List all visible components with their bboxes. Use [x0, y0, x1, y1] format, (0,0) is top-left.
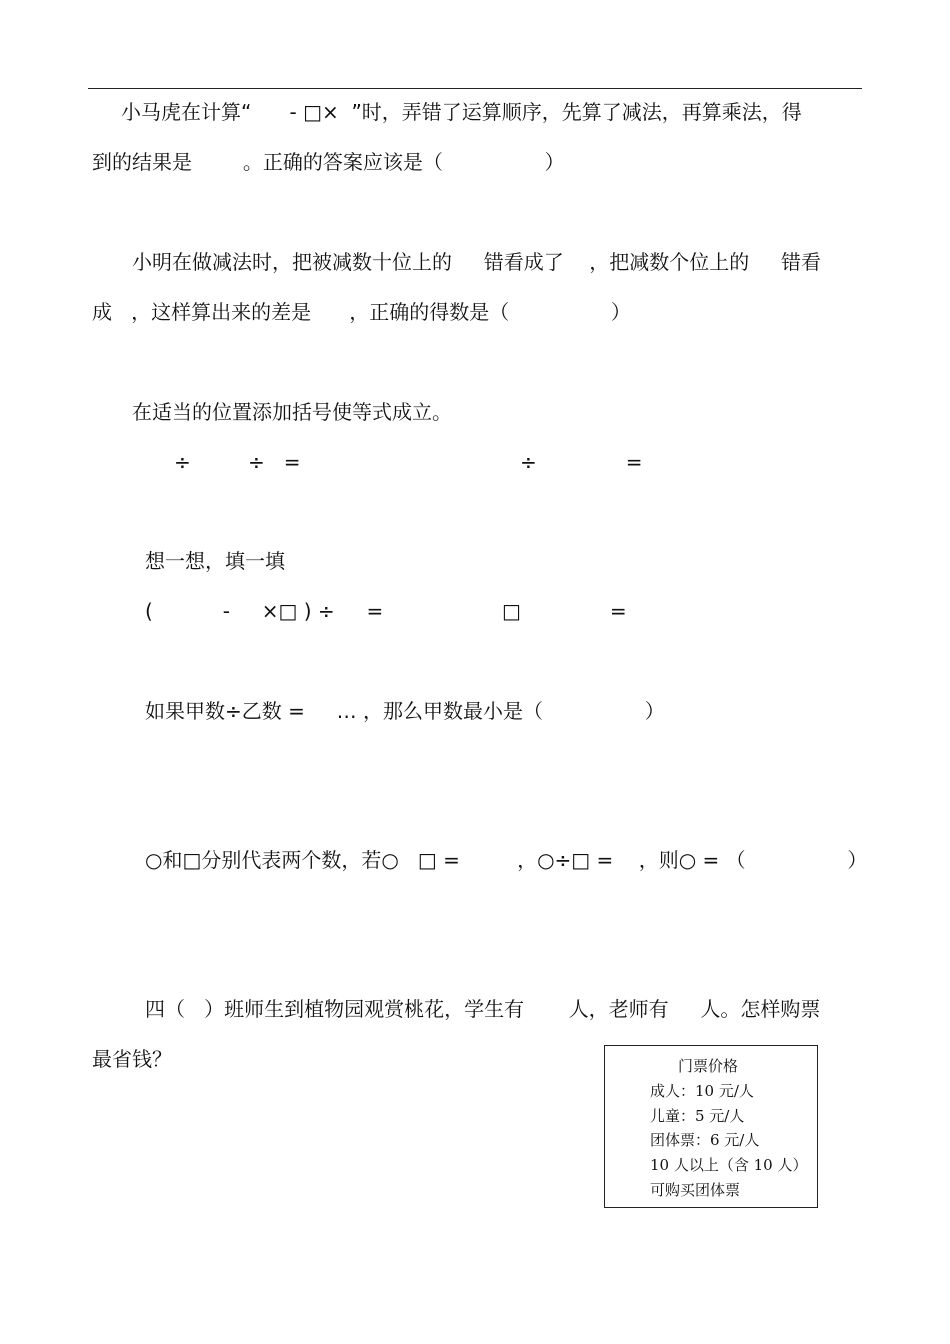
- q5-text: 如果甲数÷乙数 = … ，那么甲数最小是（ ）: [145, 699, 665, 723]
- q4-title: 想一想，填一填: [145, 549, 285, 573]
- q7-line2: 最省钱？: [92, 1047, 172, 1071]
- q3-equation-2: ÷ =: [520, 450, 643, 474]
- q6-text: ○和□分别代表两个数，若○ □ = ，○÷□ = ，则○ = （ ）: [145, 848, 868, 872]
- ticket-group-rule: 10 人以上（含 10 人）: [650, 1156, 808, 1174]
- ticket-group-rule-2: 可购买团体票: [650, 1181, 741, 1199]
- q2-line2: 成 ，这样算出来的差是 ，正确的得数是（ ）: [92, 300, 631, 324]
- q4-equation-1: ( - ×□ ) ÷ =: [145, 599, 384, 623]
- q2-line1: 小明在做减法时，把被减数十位上的 错看成了 ，把减数个位上的 错看: [132, 250, 822, 274]
- q7-line1: 四（ ）班师生到植物园观赏桃花，学生有 人，老师有 人。怎样购票: [145, 997, 821, 1021]
- header-rule: [88, 88, 862, 89]
- ticket-adult-price: 成人：10 元/人: [650, 1082, 754, 1100]
- ticket-price-box: [604, 1045, 818, 1208]
- q4-equation-2: □ =: [502, 599, 627, 623]
- ticket-group-price: 团体票：6 元/人: [650, 1131, 760, 1149]
- q3-equation-1: ÷ ÷ =: [174, 450, 301, 474]
- q1-line2: 到的结果是 。正确的答案应该是（ ）: [92, 150, 565, 174]
- q1-line1: 小马虎在计算“ - □× ”时，弄错了运算顺序，先算了减法，再算乘法，得: [121, 100, 802, 124]
- q3-title: 在适当的位置添加括号使等式成立。: [132, 400, 452, 424]
- ticket-child-price: 儿童：5 元/人: [650, 1107, 745, 1125]
- ticket-box-title: 门票价格: [678, 1057, 739, 1075]
